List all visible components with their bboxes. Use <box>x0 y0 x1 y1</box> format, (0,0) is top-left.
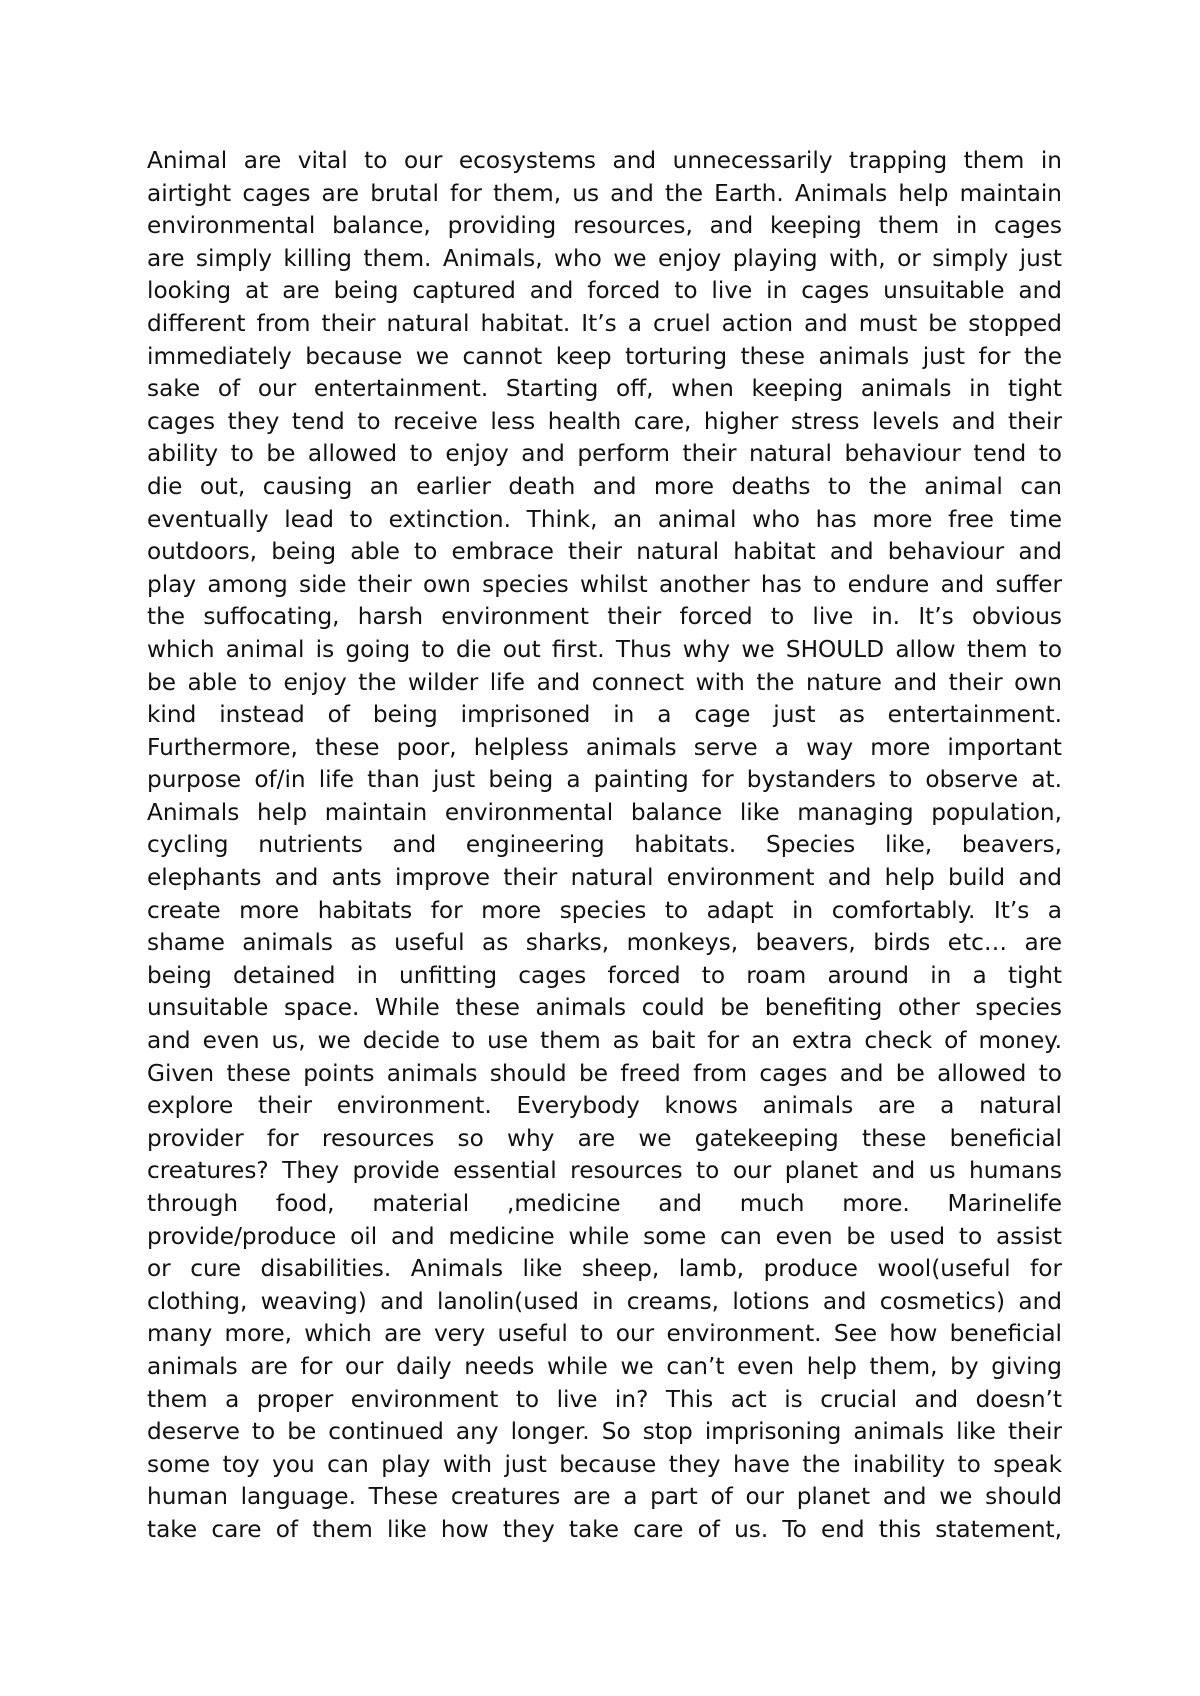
text-line: and even us, we decide to use them as bait for an extra check of money. <box>147 1027 1062 1055</box>
text-line: purpose of/in life than just being a painting for bystanders to observe at. <box>147 766 1062 794</box>
text-line: outdoors, being able to embrace their natural habitat and behaviour and <box>147 538 1062 566</box>
text-line: shame animals as useful as sharks, monkeys, beavers, birds etc… are <box>147 929 1062 957</box>
text-line: provide/produce oil and medicine while some can even be used to assist <box>147 1222 1062 1250</box>
text-line: environmental balance, providing resources, and keeping them in cages <box>147 212 1062 240</box>
text-line: human language. These creatures are a part of our planet and we should <box>147 1483 1062 1511</box>
text-line: airtight cages are brutal for them, us and the Earth. Animals help maintain <box>147 179 1062 207</box>
text-line: Given these points animals should be freed from cages and be allowed to <box>147 1059 1062 1087</box>
text-line: play among side their own species whilst another has to endure and suffer <box>147 570 1062 598</box>
text-line: ability to be allowed to enjoy and perform their natural behaviour tend to <box>147 440 1062 468</box>
text-line: many more, which are very useful to our environment. See how beneficial <box>147 1320 1062 1348</box>
text-line: animals are for our daily needs while we can’t even help them, by giving <box>147 1352 1062 1380</box>
text-line: deserve to be continued any longer. So stop imprisoning animals like their <box>147 1418 1062 1446</box>
text-line: creatures? They provide essential resources to our planet and us humans <box>147 1157 1062 1185</box>
text-line: eventually lead to extinction. Think, an animal who has more free time <box>147 505 1062 533</box>
text-line: some toy you can play with just because they have the inability to speak <box>147 1450 1062 1478</box>
body-paragraph <box>147 145 1062 1547</box>
text-line: them a proper environment to live in? This act is crucial and doesn’t <box>147 1385 1062 1413</box>
text-line: looking at are being captured and forced to live in cages unsuitable and <box>147 277 1062 305</box>
text-line: Animals help maintain environmental balance like managing population, <box>147 798 1062 826</box>
text-line: the suffocating, harsh environment their forced to live in. It’s obvious <box>147 603 1062 631</box>
text-line: sake of our entertainment. Starting off, when keeping animals in tight <box>147 375 1062 403</box>
text-line: be able to enjoy the wilder life and connect with the nature and their own <box>147 668 1062 696</box>
text-line: cycling nutrients and engineering habitats. Species like, beavers, <box>147 831 1062 859</box>
text-line: different from their natural habitat. It’s a cruel action and must be stopped <box>147 309 1062 337</box>
text-line: clothing, weaving) and lanolin(used in creams, lotions and cosmetics) and <box>147 1287 1062 1315</box>
text-line: Furthermore, these poor, helpless animals serve a way more important <box>147 733 1062 761</box>
text-line: which animal is going to die out first. Thus why we SHOULD allow them to <box>147 635 1062 663</box>
text-line: immediately because we cannot keep torturing these animals just for the <box>147 342 1062 370</box>
text-line: through food, material ,medicine and much more. Marinelife <box>147 1190 1062 1217</box>
text-line: are simply killing them. Animals, who we enjoy playing with, or simply just <box>147 244 1062 272</box>
text-line: Animal are vital to our ecosystems and unnecessarily trapping them in <box>147 147 1062 174</box>
text-line: unsuitable space. While these animals could be benefiting other species <box>147 994 1062 1022</box>
text-line: explore their environment. Everybody knows animals are a natural <box>147 1092 1062 1120</box>
text-line: die out, causing an earlier death and more deaths to the animal can <box>147 472 1062 500</box>
text-line: provider for resources so why are we gatekeeping these beneficial <box>147 1124 1062 1152</box>
text-line: or cure disabilities. Animals like sheep, lamb, produce wool(useful for <box>147 1255 1062 1283</box>
text-line: create more habitats for more species to adapt in comfortably. It’s a <box>147 896 1062 924</box>
text-line: cages they tend to receive less health care, higher stress levels and their <box>147 407 1062 435</box>
text-line: elephants and ants improve their natural environment and help build and <box>147 864 1062 892</box>
text-line: kind instead of being imprisoned in a cage just as entertainment. <box>147 701 1062 729</box>
text-line: being detained in unfitting cages forced to roam around in a tight <box>147 961 1062 989</box>
text-line: take care of them like how they take care of us. To end this statement, <box>147 1515 1062 1543</box>
